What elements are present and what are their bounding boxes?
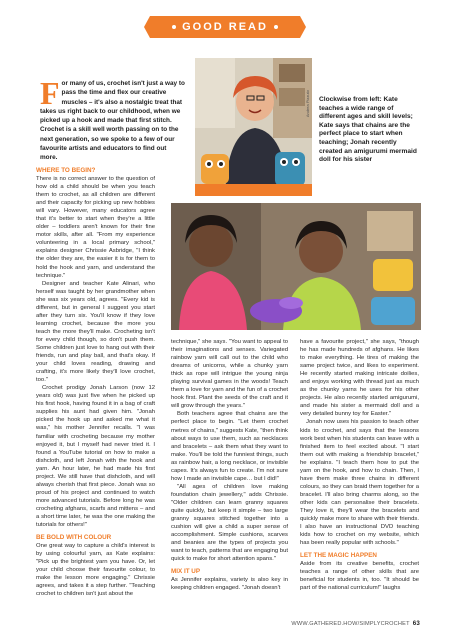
photo-kate-illustration [195,58,312,196]
col1-paragraph-2: Designer and teacher Kate Alinari, who herself was taught by her grandmother when she was six years old, agrees. "Every kid is different, but in general I suggest you start after they turn six. You'll know if they love learning crochet, because the more you teach the more they'll make. Crocheting isn't for every child though, so don't push them. Some children just love to hang out with their friends, run and play ball, and that's okay. If your child loves reading, drawing and crafting, it's more likely they'll love crochet, too." [36,280,155,384]
page-number: 63 [412,620,420,627]
photo-caption: Clockwise from left: Kate teaches a wide range of different ages and skill levels; Kate says that chains are the perfect place to start when teaching; Jonah recently created an amigurumi mermaid doll for his sister [319,96,417,164]
footer-url[interactable]: WWW.GATHERED.HOW/SIMPLYCROCHET [291,621,410,627]
article-column-1 [36,162,155,598]
col1-paragraph-3: Crochet prodigy Jonah Larson (now 12 years old) was just five when he picked up his first hook, having found it in a bag of craft supplies his aunt had given him. "Jonah picked the hook up and asked me what it was," his mother Jennifer recalls. "I was familiar with crocheting because my mother enjoyed it, but I myself had never tried it. I found a YouTube tutorial on how to make a dishcloth, and left Jonah with the hook and yarn. An hour later, he had made his first project. We still have that dishcloth, and will always cherish that first piece. Jonah was so proud of his project and continued to watch more advanced tutorials. Before long he was crocheting afghans, scarfs and mittens – and a short time later, he was the one making the tutorials for others!" [36,385,155,529]
subheading-mix-it-up: MIX IT UP [171,568,201,576]
subheading-let-the-magic-happen: LET THE MAGIC HAPPEN [300,552,377,560]
intro-text: or many of us, crochet isn't just a way to pass the time and flex our creative muscles – it's also a nostalgic treat that takes us right back to our childhood, when we picked up a hook and made that first stitch. Crochet is a skill well worth passing on to the next generation, so we spoke to a few of our favourite artists and educators to find out more. [40,80,185,162]
col2-paragraph-3: "All ages of children love making foundation chain jewellery," adds Chrissie. "Older children can learn granny squares quite quickly, but keep it simple – two large granny squares stitched together into a cushion will give a child a super sense of accomplishment. Simple cushions, scarves and beanies are the types of projects you want to teach, patterns that are engaging but quick to make for short attention spans." [171,483,288,563]
page-footer [291,620,420,627]
col3-paragraph-2: Jonah now uses his passion to teach other kids to crochet, and says that the lessons work best when his students can leave with a finished item to feel excited about. "I start them out with making a friendship bracelet," he explains. "I teach them how to put the yarn on the hook, and how to chain. Then, I have them make three chains in different colours, so they can braid them together for a bracelet. I'll also bring charms along, so the other kids can personalise their bracelets. They love it, they'll wear the bracelets and quickly make more to share with their friends. I also have an instructional DVD teaching kids how to crochet on my website, which has been really popular with schools." [300,419,419,547]
intro-paragraph [40,75,185,163]
banner-dot-left [172,25,176,29]
col2-paragraph-1: technique," she says. "You want to appeal to their imaginations and senses. Variegated rainbow yarn will call out to the child who dreams of unicorns, while a chunky yarn thick as rope will intrigue the young ninja playing survival games in the woods! Teach them a love for yarn and the fun of a crochet hook first. Plant the seeds of the craft and it will grow through the years." [171,339,288,410]
article-column-3 [300,338,419,592]
banner-dot-right [274,25,278,29]
banner-title: GOOD READ [182,21,268,33]
subheading-be-bold: BE BOLD WITH COLOUR [36,534,112,542]
photo-kate-teaching [195,58,312,196]
col2-paragraph-2: Both teachers agree that chains are the perfect place to begin. "Let them crochet metres of chains," suggests Kate, "then think about ways to use them, such as necklaces and bracelets – ask them what they want to make. You'll be told the funniest things, such as rainbow hair, a long necklace, or invisible capes. It's always fun to create. I'm not sure how I made an invisible cape… but I did!" [171,411,288,482]
photo-children-crocheting [171,203,421,330]
col2-paragraph-4: As Jennifer explains, variety is also key in keeping children engaged. "Jonah doesn't [171,577,288,592]
col3-paragraph-3: Aside from its creative benefits, crochet teaches a range of other skills that are beneficial for students in, too. "It should be part of the national curriculum!" laughs [300,561,419,592]
col1-paragraph-1: There is no correct answer to the question of how old a child should be when you teach them to crochet, as all children are different and their capacity for picking up new hobbies will vary. However, many educators agree that it's better to start when they're a little older – toddlers aren't known for their fine motor skills, after all. "From my experience volunteering in a local primary school," explains designer Chrissie Asbridge, "I think the older they are, the easier it is for them to hold the hook and yarn, and understand the technique." [36,176,155,279]
col3-paragraph-1: have a favourite project," she says, "though he has made hundreds of afghans. He likes to make everything. He tires of making the same project twice, and likes to experiment. He recently started making intricate doilies, and enjoys working with thread just as much as the chunky yarns he uses for his other projects. He also recently started amigurumi, and made his sister a mermaid doll and a very detailed bunny toy for Easter." [300,339,419,418]
section-banner [150,16,300,38]
subheading-where-to-begin: WHERE TO BEGIN? [36,167,96,174]
photo-credit: Andrea Pizzuto [305,90,310,118]
drop-cap: F [40,75,60,111]
col1-paragraph-4: One great way to capture a child's interest is by using colourful yarn, as Kate explains: "Pick up the brightest yarn you have. Or, let your child choose their favourite colour, to make the lesson more engaging." Chrissie agrees, and takes it a step further. "Teaching crochet to children isn't just about the [36,543,155,598]
article-column-2 [171,338,288,592]
photo-children-illustration [171,203,421,330]
